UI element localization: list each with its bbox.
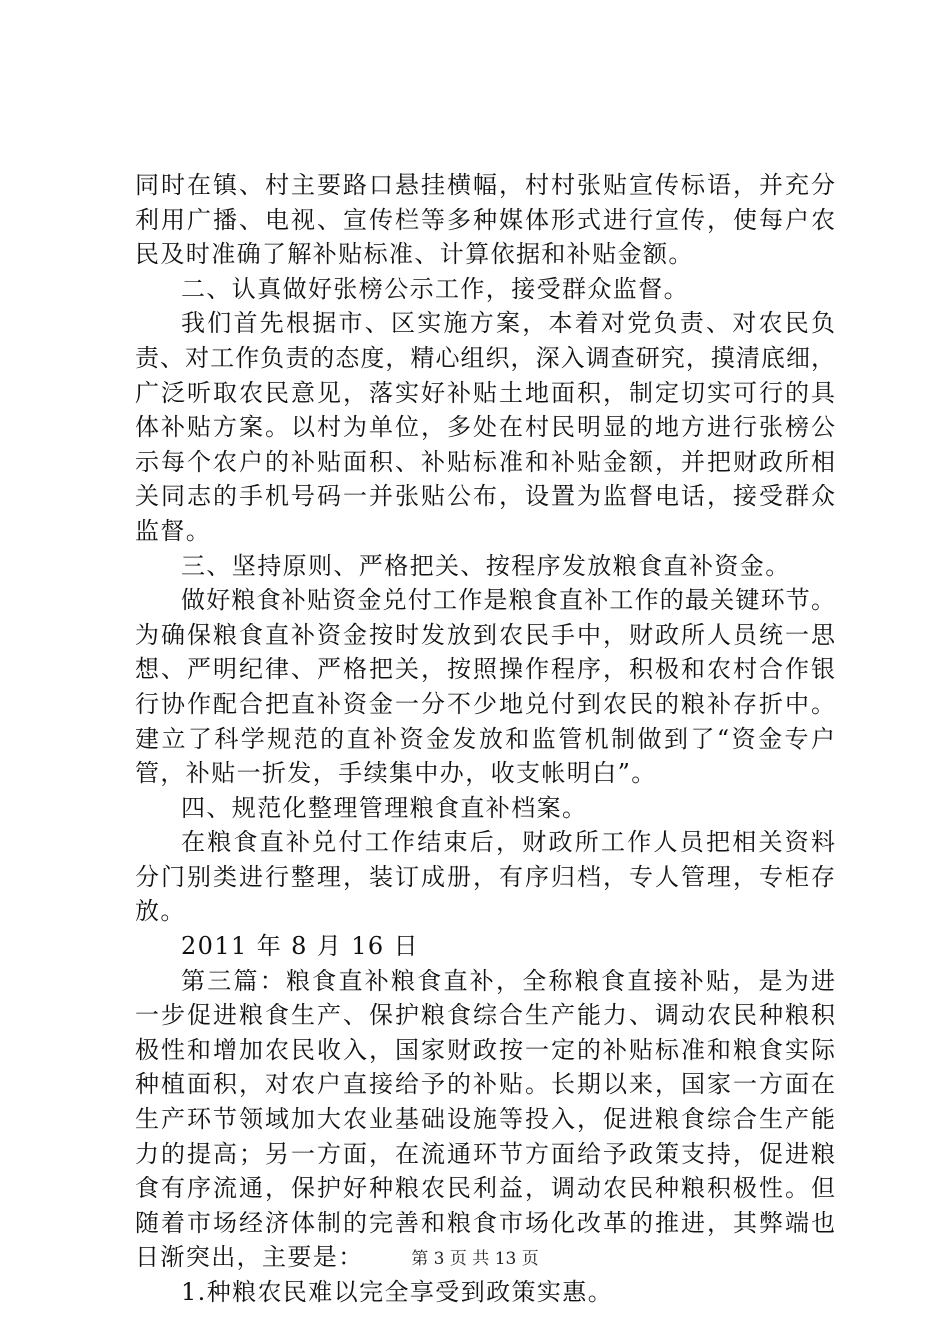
- text-line: 同时在镇、村主要路口悬挂横幅，村村张贴宣传标语，并充分: [135, 171, 835, 199]
- text-line: 一步促进粮食生产、保护粮食综合生产能力、调动农民种粮积: [135, 1001, 835, 1030]
- text-line: 行协作配合把直补资金一分不少地兑付到农民的粮补存折中。: [135, 689, 835, 718]
- text-line: 示每个农户的补贴面积、补贴标准和补贴金额，并把财政所相: [135, 447, 835, 476]
- text-line: 种植面积，对农户直接给予的补贴。长期以来，国家一方面在: [135, 1070, 835, 1099]
- text-line: 极性和增加农民收入，国家财政按一定的补贴标准和粮食实际: [135, 1035, 835, 1064]
- text-line: 食有序流通，保护好种粮农民利益，调动农民种粮积极性。但: [135, 1174, 835, 1203]
- text-line: 第三篇：粮食直补粮食直补，全称粮食直接补贴，是为进: [181, 966, 835, 995]
- text-line: 放。: [135, 897, 186, 926]
- text-line: 管，补贴一折发，手续集中办，收支帐明白”。: [135, 759, 657, 788]
- text-line: 生产环节领域加大农业基础设施等投入，促进粮食综合生产能: [135, 1105, 835, 1134]
- text-line: 日渐突出，主要是：: [135, 1243, 364, 1272]
- date-line: 2011 年 8 月 16 日: [181, 932, 420, 961]
- text-line: 利用广播、电视、宣传栏等多种媒体形式进行宣传，使每户农: [135, 205, 835, 234]
- page-footer: 第 3 页 共 13 页: [411, 1249, 539, 1269]
- text-line: 广泛听取农民意见，落实好补贴土地面积，制定切实可行的具: [135, 378, 835, 407]
- text-line: 我们首先根据市、区实施方案，本着对党负责、对农民负: [181, 309, 835, 338]
- list-item: 1.种粮农民难以完全享受到政策实惠。: [181, 1278, 614, 1306]
- text-line: 在粮食直补兑付工作结束后，财政所工作人员把相关资料: [181, 828, 835, 857]
- text-line: 建立了科学规范的直补资金发放和监管机制做到了“资金专户: [135, 724, 835, 753]
- text-line: 监督。: [135, 516, 212, 545]
- text-line: 为确保粮食直补资金按时发放到农民手中，财政所人员统一思: [135, 620, 835, 649]
- text-line: 责、对工作负责的态度，精心组织，深入调查研究，摸清底细，: [135, 343, 835, 372]
- text-line: 民及时准确了解补贴标准、计算依据和补贴金额。: [135, 240, 694, 269]
- text-line: 力的提高；另一方面，在流通环节方面给予政策支持，促进粮: [135, 1139, 835, 1168]
- text-line: 分门别类进行整理，装订成册，有序归档，专人管理，专柜存: [135, 862, 835, 891]
- text-line: 随着市场经济体制的完善和粮食市场化改革的推进，其弊端也: [135, 1208, 835, 1237]
- text-line: 体补贴方案。以村为单位，多处在村民明显的地方进行张榜公: [135, 413, 835, 442]
- section-heading: 三、坚持原则、严格把关、按程序发放粮食直补资金。: [181, 551, 791, 580]
- text-line: 做好粮食补贴资金兑付工作是粮食直补工作的最关键环节。: [181, 586, 835, 615]
- text-line: 关同志的手机号码一并张贴公布，设置为监督电话，接受群众: [135, 482, 835, 511]
- text-line: 想、严明纪律、严格把关，按照操作程序，积极和农村合作银: [135, 655, 835, 684]
- document-body: [135, 168, 835, 1310]
- section-heading: 二、认真做好张榜公示工作，接受群众监督。: [181, 274, 689, 303]
- section-heading: 四、规范化整理管理粮食直补档案。: [181, 793, 588, 822]
